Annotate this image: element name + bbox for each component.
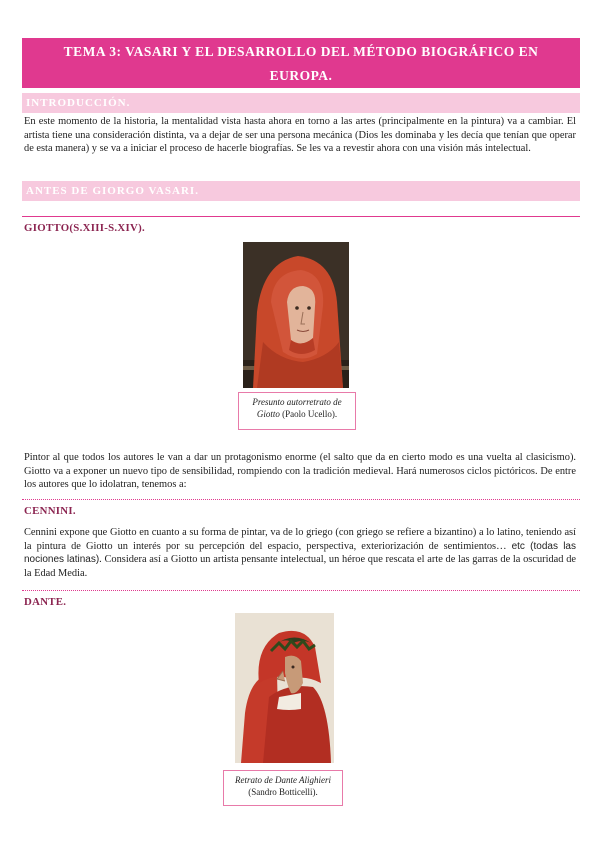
cennini-paragraph [24, 526, 576, 580]
cennini-text-mono: etc (todas las nociones latinas) [24, 540, 576, 566]
giotto-heading: GIOTTO(S.XIII-S.XIV). [24, 222, 145, 234]
giotto-caption [238, 392, 356, 430]
giotto-caption-author: (Paolo Ucello). [279, 409, 338, 419]
section-divider [22, 590, 580, 591]
cennini-text-b: . Considera así a Giotto un artista pensante intelectual, un héroe que rescata el arte de las garras de la oscuridad de la Edad Media. [24, 554, 576, 579]
section-divider [22, 499, 580, 500]
title-line-1: TEMA 3: VASARI Y EL DESARROLLO DEL MÉTODO BIOGRÁFICO EN [63, 44, 539, 59]
title-line-2: EUROPA. [269, 68, 333, 83]
giotto-paragraph: Pintor al que todos los autores le van a dar un protagonismo enorme (el salto que da en cierto modo es una vuelta al clasicismo). Giotto va a exponer un nuevo tipo de sensibilidad, rompiendo con la tradición medieval. Hará numerosos ciclos pictóricos. De entre los autores que lo idolatran, tenemos a: [24, 452, 576, 491]
dante-portrait-image [235, 613, 334, 763]
giotto-portrait-image [243, 242, 349, 388]
intro-paragraph: En este momento de la historia, la mentalidad vista hasta ahora en torno a las artes (principalmente en la pintura) va a cambiar. El artista tiene una consideración distinta, va a dejar de ser una persona mecánica (Dios les dominaba y les decía que tenían que operar de esta manera) y se va a iniciar el proceso de hacerle biografías. Se les va a revestir ahora con una visión más intelectual. [24, 116, 576, 155]
dante-heading: DANTE. [24, 596, 67, 608]
section-band-antes-de-vasari: ANTES DE GIORGO VASARI. [22, 181, 580, 201]
section-band-introduccion: INTRODUCCIÓN. [22, 93, 580, 113]
dante-caption [223, 770, 343, 806]
cennini-heading: CENNINI. [24, 505, 76, 517]
section-divider [22, 216, 580, 217]
giotto-caption-title: Presunto autorretrato de Giotto [252, 397, 342, 419]
dante-caption-title: Retrato de Dante Alighieri [234, 775, 332, 785]
dante-caption-author: (Sandro Botticelli). [248, 787, 318, 797]
cennini-text-a: Cennini expone que Giotto en cuanto a su forma de pintar, va de lo griego (con griego se refiere a bizantino) a lo latino, teniendo así la pintura de Giotto un interés por su percepción del espacio, perspectiva, exteriorización de sentimientos… [24, 527, 576, 552]
page-title [22, 38, 580, 88]
